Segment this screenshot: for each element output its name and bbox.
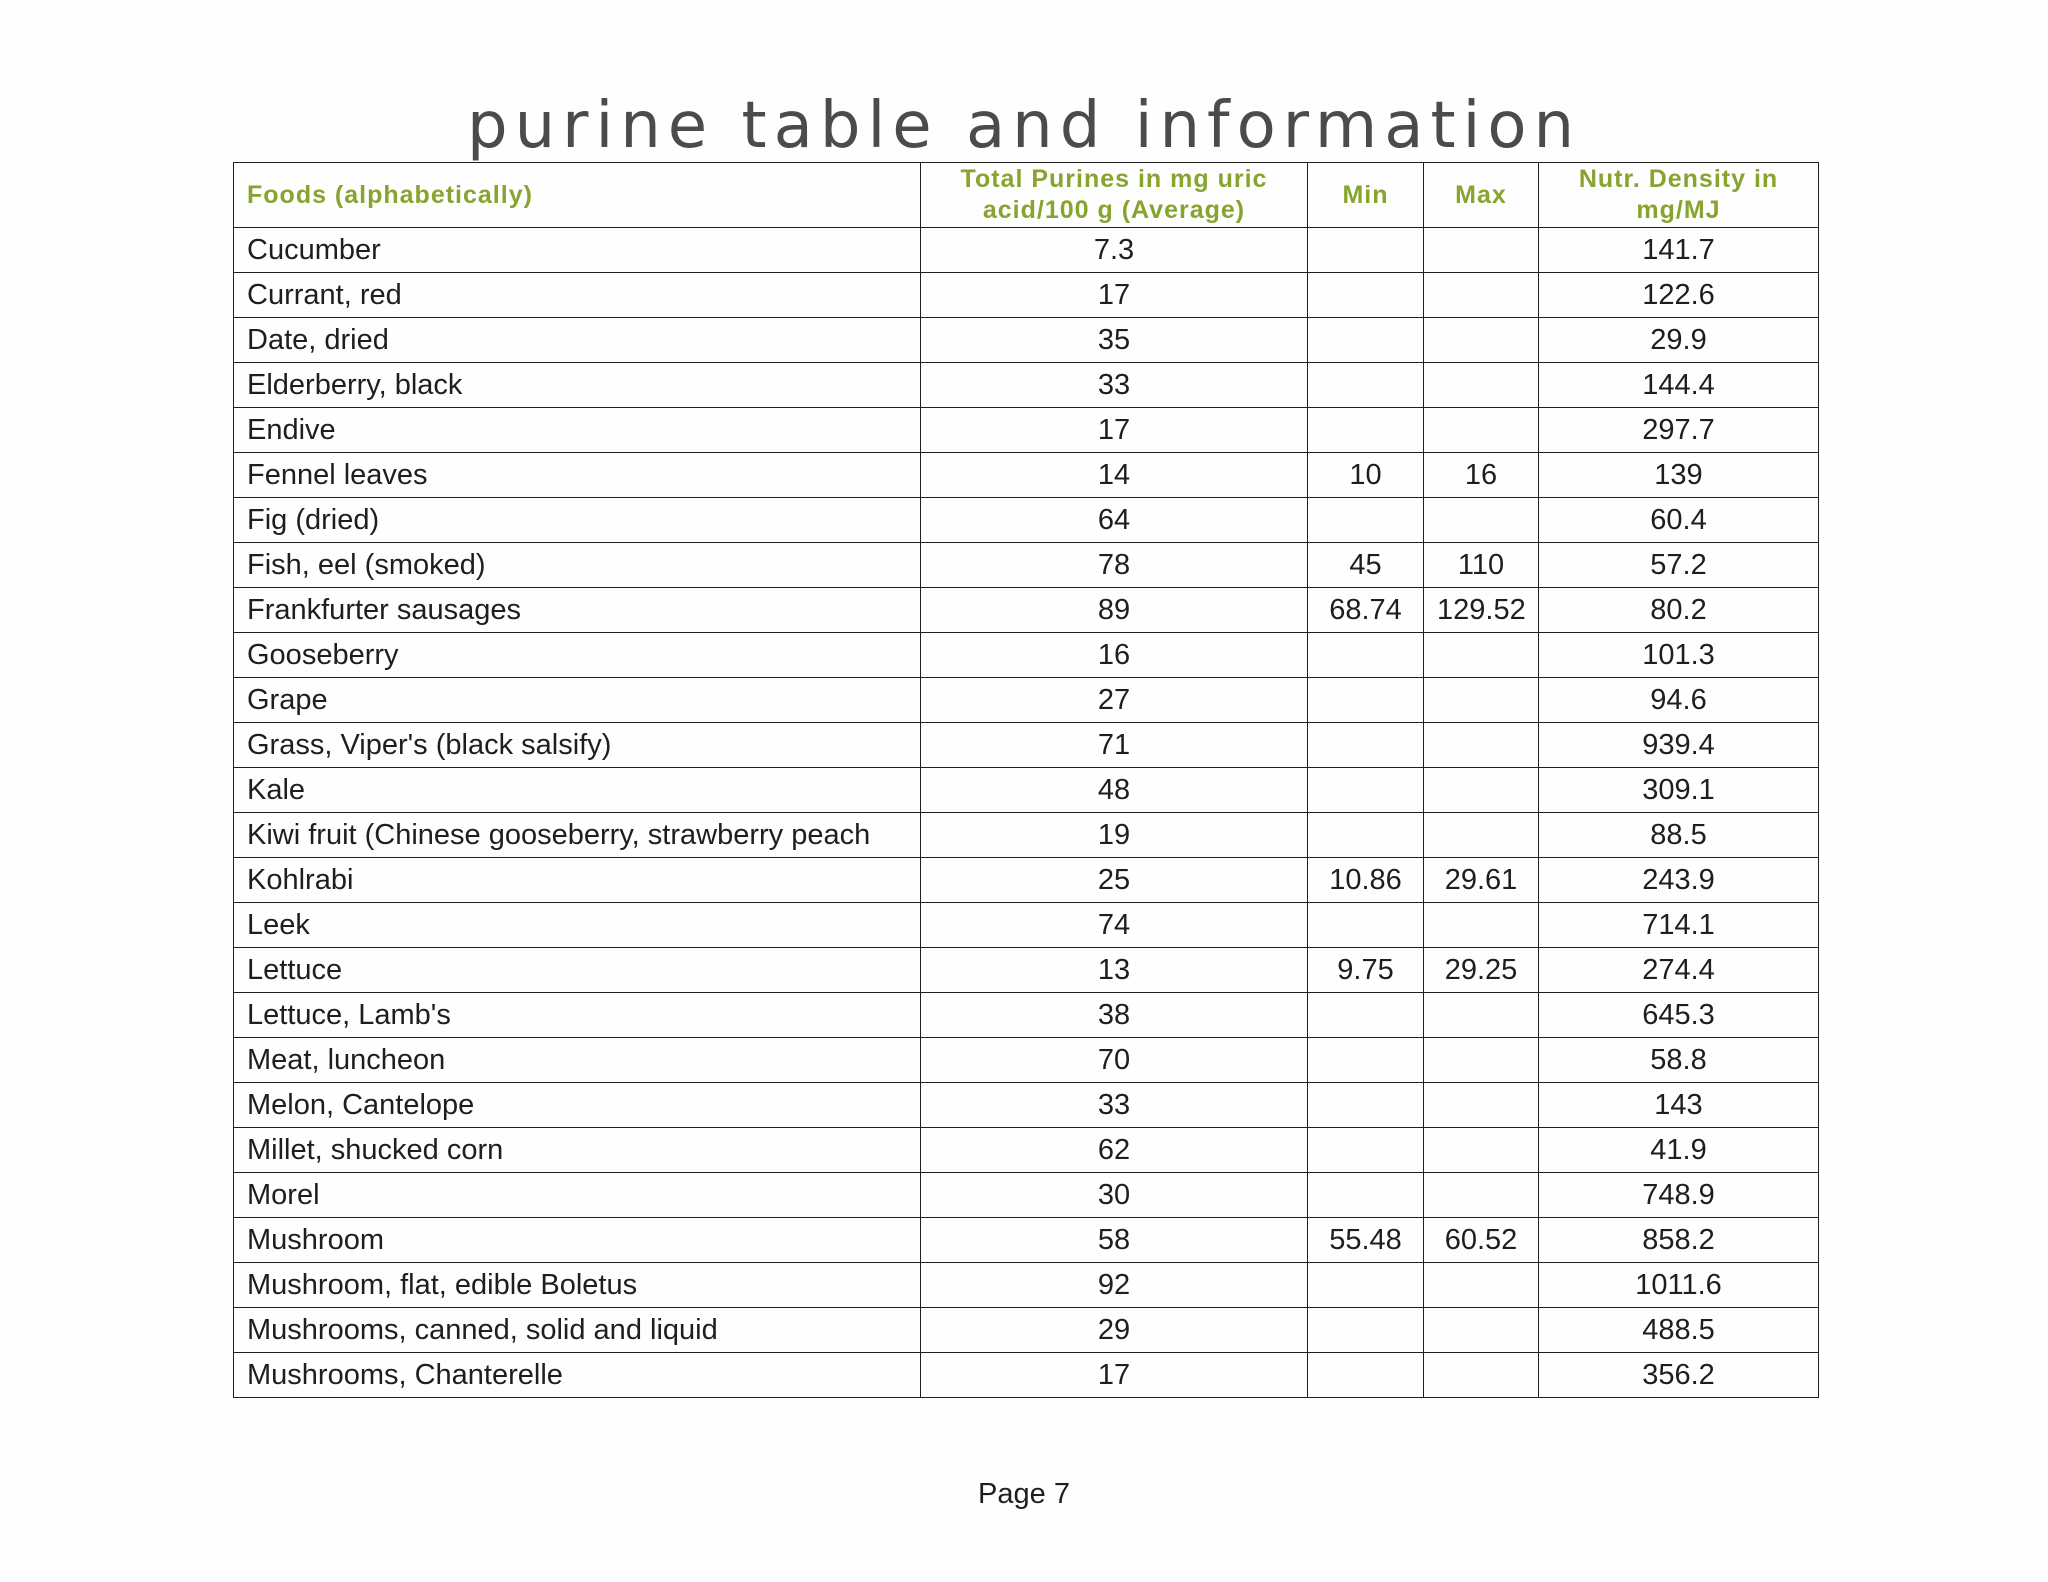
cell-nutr-density: 1011.6	[1539, 1263, 1819, 1308]
table-row	[234, 543, 1819, 588]
cell-max: 129.52	[1424, 588, 1539, 633]
cell-food: Cucumber	[234, 228, 921, 273]
cell-min: 45	[1308, 543, 1424, 588]
cell-min	[1308, 1353, 1424, 1398]
cell-total-purines: 58	[921, 1218, 1308, 1263]
table-row	[234, 588, 1819, 633]
cell-total-purines: 25	[921, 858, 1308, 903]
cell-max	[1424, 1308, 1539, 1353]
cell-food: Mushrooms, canned, solid and liquid	[234, 1308, 921, 1353]
cell-min: 68.74	[1308, 588, 1424, 633]
cell-total-purines: 19	[921, 813, 1308, 858]
cell-food: Morel	[234, 1173, 921, 1218]
cell-min	[1308, 993, 1424, 1038]
cell-food: Gooseberry	[234, 633, 921, 678]
cell-min	[1308, 1173, 1424, 1218]
cell-food: Mushroom, flat, edible Boletus	[234, 1263, 921, 1308]
cell-total-purines: 62	[921, 1128, 1308, 1173]
cell-min	[1308, 1263, 1424, 1308]
cell-max	[1424, 813, 1539, 858]
cell-nutr-density: 57.2	[1539, 543, 1819, 588]
cell-max	[1424, 903, 1539, 948]
cell-min	[1308, 1038, 1424, 1083]
cell-total-purines: 38	[921, 993, 1308, 1038]
cell-nutr-density: 858.2	[1539, 1218, 1819, 1263]
table-row	[234, 408, 1819, 453]
cell-total-purines: 33	[921, 1083, 1308, 1128]
cell-min: 9.75	[1308, 948, 1424, 993]
cell-max	[1424, 1083, 1539, 1128]
table-row	[234, 903, 1819, 948]
cell-total-purines: 16	[921, 633, 1308, 678]
header-row	[234, 163, 1819, 228]
cell-food: Currant, red	[234, 273, 921, 318]
cell-nutr-density: 58.8	[1539, 1038, 1819, 1083]
cell-nutr-density: 274.4	[1539, 948, 1819, 993]
cell-total-purines: 70	[921, 1038, 1308, 1083]
header-min: Min	[1308, 163, 1424, 228]
cell-total-purines: 78	[921, 543, 1308, 588]
page-number: Page 7	[978, 1478, 1070, 1510]
cell-total-purines: 14	[921, 453, 1308, 498]
cell-total-purines: 92	[921, 1263, 1308, 1308]
cell-nutr-density: 60.4	[1539, 498, 1819, 543]
cell-nutr-density: 714.1	[1539, 903, 1819, 948]
cell-max	[1424, 1173, 1539, 1218]
table-row	[234, 228, 1819, 273]
cell-total-purines: 13	[921, 948, 1308, 993]
page-title: purine table and information	[466, 89, 1582, 163]
cell-max	[1424, 1128, 1539, 1173]
cell-food: Millet, shucked corn	[234, 1128, 921, 1173]
header-foods: Foods (alphabetically)	[234, 163, 921, 228]
cell-total-purines: 17	[921, 408, 1308, 453]
table-row	[234, 1308, 1819, 1353]
table-header	[234, 163, 1819, 228]
table-row	[234, 498, 1819, 543]
table-row	[234, 1173, 1819, 1218]
table-row	[234, 813, 1819, 858]
cell-min	[1308, 228, 1424, 273]
cell-food: Kohlrabi	[234, 858, 921, 903]
table-row	[234, 1038, 1819, 1083]
cell-max: 16	[1424, 453, 1539, 498]
cell-nutr-density: 94.6	[1539, 678, 1819, 723]
table-row	[234, 678, 1819, 723]
cell-nutr-density: 488.5	[1539, 1308, 1819, 1353]
cell-max	[1424, 1038, 1539, 1083]
table-row	[234, 723, 1819, 768]
cell-food: Date, dried	[234, 318, 921, 363]
cell-food: Mushroom	[234, 1218, 921, 1263]
table-row	[234, 453, 1819, 498]
cell-food: Frankfurter sausages	[234, 588, 921, 633]
cell-max	[1424, 318, 1539, 363]
cell-min	[1308, 498, 1424, 543]
cell-food: Fish, eel (smoked)	[234, 543, 921, 588]
table-row	[234, 273, 1819, 318]
cell-max: 60.52	[1424, 1218, 1539, 1263]
cell-total-purines: 27	[921, 678, 1308, 723]
cell-nutr-density: 41.9	[1539, 1128, 1819, 1173]
cell-nutr-density: 297.7	[1539, 408, 1819, 453]
cell-food: Mushrooms, Chanterelle	[234, 1353, 921, 1398]
cell-total-purines: 7.3	[921, 228, 1308, 273]
cell-max	[1424, 363, 1539, 408]
cell-nutr-density: 139	[1539, 453, 1819, 498]
cell-min	[1308, 1308, 1424, 1353]
purine-table	[233, 162, 1819, 1398]
cell-min	[1308, 273, 1424, 318]
cell-min	[1308, 903, 1424, 948]
cell-min	[1308, 633, 1424, 678]
cell-food: Lettuce, Lamb's	[234, 993, 921, 1038]
cell-total-purines: 35	[921, 318, 1308, 363]
cell-food: Endive	[234, 408, 921, 453]
cell-food: Lettuce	[234, 948, 921, 993]
cell-max	[1424, 993, 1539, 1038]
table-row	[234, 858, 1819, 903]
cell-food: Grass, Viper's (black salsify)	[234, 723, 921, 768]
cell-max: 29.61	[1424, 858, 1539, 903]
cell-min	[1308, 723, 1424, 768]
table-row	[234, 768, 1819, 813]
cell-food: Grape	[234, 678, 921, 723]
table-row	[234, 1083, 1819, 1128]
table-row	[234, 1218, 1819, 1263]
cell-min: 55.48	[1308, 1218, 1424, 1263]
cell-max	[1424, 1353, 1539, 1398]
cell-nutr-density: 80.2	[1539, 588, 1819, 633]
cell-total-purines: 29	[921, 1308, 1308, 1353]
cell-max	[1424, 408, 1539, 453]
cell-min	[1308, 813, 1424, 858]
cell-max	[1424, 498, 1539, 543]
cell-food: Leek	[234, 903, 921, 948]
cell-nutr-density: 88.5	[1539, 813, 1819, 858]
table-row	[234, 1263, 1819, 1308]
cell-nutr-density: 309.1	[1539, 768, 1819, 813]
table-body	[234, 228, 1819, 1398]
cell-nutr-density: 143	[1539, 1083, 1819, 1128]
table-row	[234, 993, 1819, 1038]
cell-food: Fennel leaves	[234, 453, 921, 498]
cell-min	[1308, 678, 1424, 723]
cell-max	[1424, 273, 1539, 318]
cell-nutr-density: 939.4	[1539, 723, 1819, 768]
cell-min: 10.86	[1308, 858, 1424, 903]
cell-max	[1424, 228, 1539, 273]
cell-min	[1308, 363, 1424, 408]
table-row	[234, 1128, 1819, 1173]
table-row	[234, 633, 1819, 678]
table-row	[234, 1353, 1819, 1398]
cell-max: 110	[1424, 543, 1539, 588]
cell-max	[1424, 723, 1539, 768]
cell-nutr-density: 243.9	[1539, 858, 1819, 903]
header-total-purines: Total Purines in mg uric acid/100 g (Average)	[921, 163, 1308, 228]
cell-food: Melon, Cantelope	[234, 1083, 921, 1128]
cell-total-purines: 17	[921, 1353, 1308, 1398]
cell-max	[1424, 678, 1539, 723]
cell-food: Kiwi fruit (Chinese gooseberry, strawberry peach	[234, 813, 921, 858]
cell-nutr-density: 101.3	[1539, 633, 1819, 678]
cell-max: 29.25	[1424, 948, 1539, 993]
cell-total-purines: 71	[921, 723, 1308, 768]
header-max: Max	[1424, 163, 1539, 228]
cell-min	[1308, 1083, 1424, 1128]
cell-total-purines: 33	[921, 363, 1308, 408]
cell-max	[1424, 633, 1539, 678]
cell-total-purines: 89	[921, 588, 1308, 633]
cell-nutr-density: 141.7	[1539, 228, 1819, 273]
cell-food: Elderberry, black	[234, 363, 921, 408]
cell-min	[1308, 1128, 1424, 1173]
table-row	[234, 948, 1819, 993]
cell-food: Kale	[234, 768, 921, 813]
table-row	[234, 363, 1819, 408]
cell-max	[1424, 1263, 1539, 1308]
cell-nutr-density: 356.2	[1539, 1353, 1819, 1398]
cell-nutr-density: 29.9	[1539, 318, 1819, 363]
table-row	[234, 318, 1819, 363]
cell-total-purines: 48	[921, 768, 1308, 813]
cell-total-purines: 74	[921, 903, 1308, 948]
cell-nutr-density: 122.6	[1539, 273, 1819, 318]
cell-nutr-density: 144.4	[1539, 363, 1819, 408]
cell-total-purines: 64	[921, 498, 1308, 543]
cell-min	[1308, 408, 1424, 453]
header-nutr-density: Nutr. Density in mg/MJ	[1539, 163, 1819, 228]
cell-food: Fig (dried)	[234, 498, 921, 543]
cell-nutr-density: 645.3	[1539, 993, 1819, 1038]
cell-food: Meat, luncheon	[234, 1038, 921, 1083]
cell-total-purines: 30	[921, 1173, 1308, 1218]
cell-nutr-density: 748.9	[1539, 1173, 1819, 1218]
cell-min: 10	[1308, 453, 1424, 498]
cell-max	[1424, 768, 1539, 813]
cell-min	[1308, 318, 1424, 363]
cell-min	[1308, 768, 1424, 813]
cell-total-purines: 17	[921, 273, 1308, 318]
